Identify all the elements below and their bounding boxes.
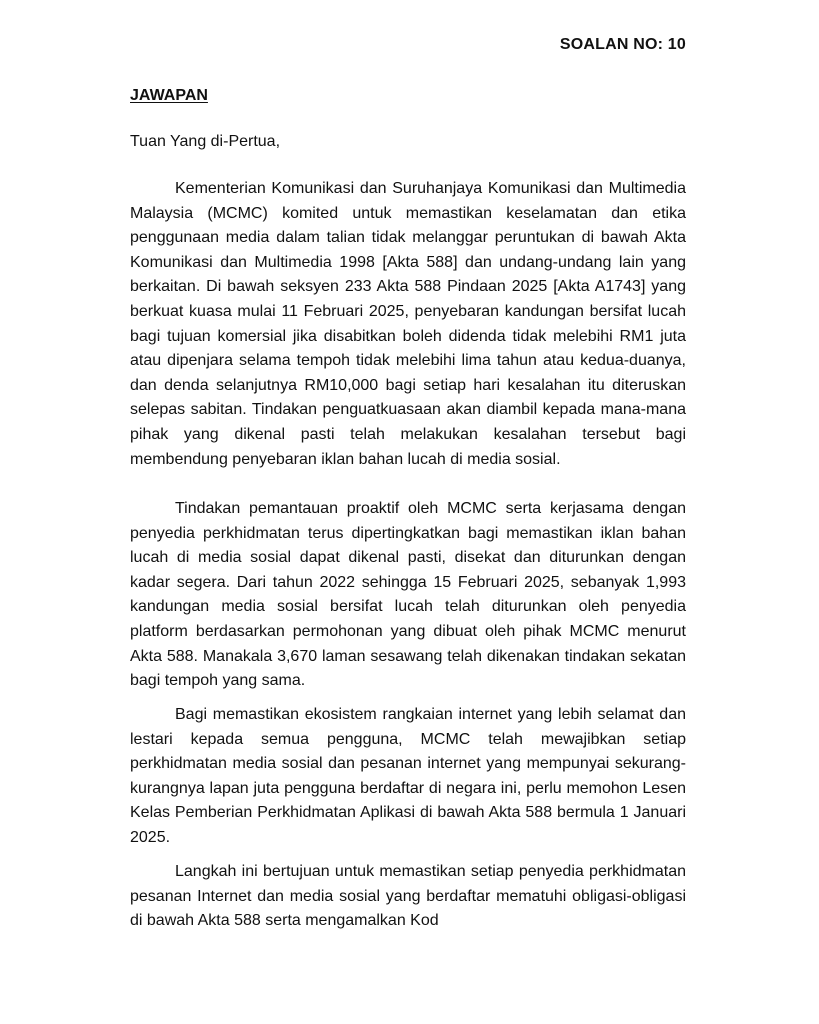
answer-heading: JAWAPAN — [130, 87, 208, 104]
salutation: Tuan Yang di-Pertua, — [130, 133, 281, 150]
paragraph-monitoring: Tindakan pemantauan proaktif oleh MCMC serta kerjasama dengan penyedia perkhidmatan terus dipertingkatkan bagi memastikan iklan bahan lucah di media sosial dapat dikenal pasti, disekat dan diturunkan dengan kadar segera. Dari tahun 2022 sehingga 15 Februari 2025, sebanyak 1,993 kandungan media sosial bersifat lucah telah diturunkan oleh penyedia platform berdasarkan permohonan yang dibuat oleh pihak MCMC menurut Akta 588. Manakala 3,670 laman sesawang telah dikenakan tindakan sekatan bagi tempoh yang sama. — [130, 500, 686, 690]
paragraph-purpose: Langkah ini bertujuan untuk memastikan setiap penyedia perkhidmatan pesanan Internet dan media sosial yang berdaftar mematuhi obligasi-obligasi di bawah Akta 588 serta mengamalkan Kod — [130, 863, 686, 930]
question-number: SOALAN NO: 10 — [559, 36, 686, 53]
paragraph-penalty: Kementerian Komunikasi dan Suruhanjaya Komunikasi dan Multimedia Malaysia (MCMC) komited untuk memastikan keselamatan dan etika penggunaan media dalam talian tidak melanggar peruntukan di bawah Akta Komunikasi dan Multimedia 1998 [Akta 588] dan undang-undang lain yang berkaitan. Di bawah seksyen 233 Akta 588 Pindaan 2025 [Akta A1743] yang berkuat kuasa mulai 11 Februari 2025, penyebaran kandungan bersifat lucah bagi tujuan komersial jika disabitkan boleh didenda tidak melebihi RM1 juta atau dipenjara selama tempoh tidak melebihi lima tahun atau kedua-duanya, dan denda selanjutnya RM10,000 bagi setiap hari kesalahan itu diteruskan selepas sabitan. Tindakan penguatkuasaan akan diambil kepada mana-mana pihak yang dikenal pasti telah melakukan kesalahan tersebut bagi membendung penyebaran iklan bahan lucah di media sosial. — [130, 180, 686, 468]
paragraph-licensing: Bagi memastikan ekosistem rangkaian internet yang lebih selamat dan lestari kepada semua pengguna, MCMC telah mewajibkan setiap perkhidmatan media sosial dan pesanan internet yang mempunyai sekurang-kurangnya lapan juta pengguna berdaftar di negara ini, perlu memohon Lesen Kelas Pemberian Perkhidmatan Aplikasi di bawah Akta 588 bermula 1 Januari 2025. — [130, 706, 686, 846]
